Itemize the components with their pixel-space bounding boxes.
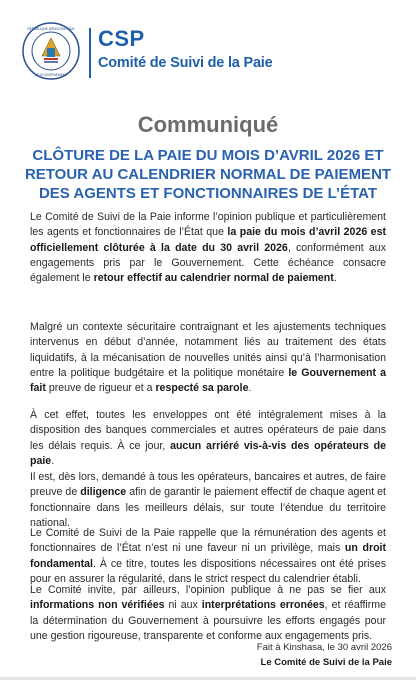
subtitle-line: CLÔTURE DE LA PAIE DU MOIS D’AVRIL 2026 ET	[32, 147, 384, 164]
brand-divider	[89, 28, 91, 78]
page-title: Communiqué	[137, 112, 279, 137]
paragraph-3: À cet effet, toutes les enveloppes ont été intégralement mises à la disposition des banques commerciales et autres opérateurs de paie dans les délais requis. À ce jour, aucun arriéré vis-à-vis des opérateurs de paie.	[30, 409, 386, 467]
brand-abbreviation: CSP	[98, 26, 145, 51]
subtitle-line: RETOUR AU CALENDRIER NORMAL DE PAIEMENT	[24, 166, 392, 183]
svg-text:RÉPUBLIQUE DÉMOCRATIQUE: RÉPUBLIQUE DÉMOCRATIQUE	[27, 27, 75, 31]
paragraph-5: Le Comité de Suivi de la Paie rappelle que la rémunération des agents et fonctionnaires de l’État n’est ni une faveur ni un privilège, mais un droit fondamental. À ce titre, toutes les dispositions nécessaires ont été prises pour en assurer la régularité, dans le strict respect du calendrier établi.	[30, 527, 387, 585]
communique-subtitle	[20, 146, 396, 203]
brand-full-name: Comité de Suivi de la Paie	[98, 55, 273, 71]
paragraph-6: Le Comité invite, par ailleurs, l’opinion publique à ne pas se fier aux informations non vérifiées ni aux interprétations erronées, et réaffirme la détermination du Gouvernement à poursuivre les efforts engagés pour une gestion rigoureuse, transparente et conforme aux engagements pris.	[30, 584, 386, 642]
government-seal-icon	[22, 22, 80, 80]
subtitle-line: DES AGENTS ET FONCTIONNAIRES DE L’ÉTAT	[38, 185, 378, 202]
svg-text:LE GOUVERNEMENT: LE GOUVERNEMENT	[34, 73, 68, 77]
signature-signatory: Le Comité de Suivi de la Paie	[260, 657, 392, 668]
paragraph-4: Il est, dès lors, demandé à tous les opérateurs, bancaires et autres, de faire preuve de diligence afin de garantir le paiement effectif de chaque agent et fonctionnaire dans les meilleurs délais, sur toute l’étendue du territoire national.	[30, 471, 386, 529]
signature-place-date: Fait à Kinshasa, le 30 avril 2026	[256, 642, 392, 653]
paragraph-1: Le Comité de Suivi de la Paie informe l’opinion publique et particulièrement les agents et fonctionnaires de l’État que la paie du mois d’avril 2026 est officiellement clôturée à la date du 30 avril 2026, conformément aux engagements pris par le Gouvernement. Cette échéance consacre également le retour effectif au calendrier normal de paiement.	[30, 211, 386, 285]
header	[0, 0, 416, 90]
signature-block	[257, 640, 392, 670]
paragraph-2: Malgré un contexte sécuritaire contraignant et les ajustements techniques intervenus en début d’année, notamment liés au traitement des états liquidatifs, à la mécanisation de nouvelles unités ainsi qu’à l’harmonisation entre la politique budgétaire et la politique monétaire le Gouvernement a fait preuve de rigueur et a respecté sa parole.	[30, 321, 387, 395]
